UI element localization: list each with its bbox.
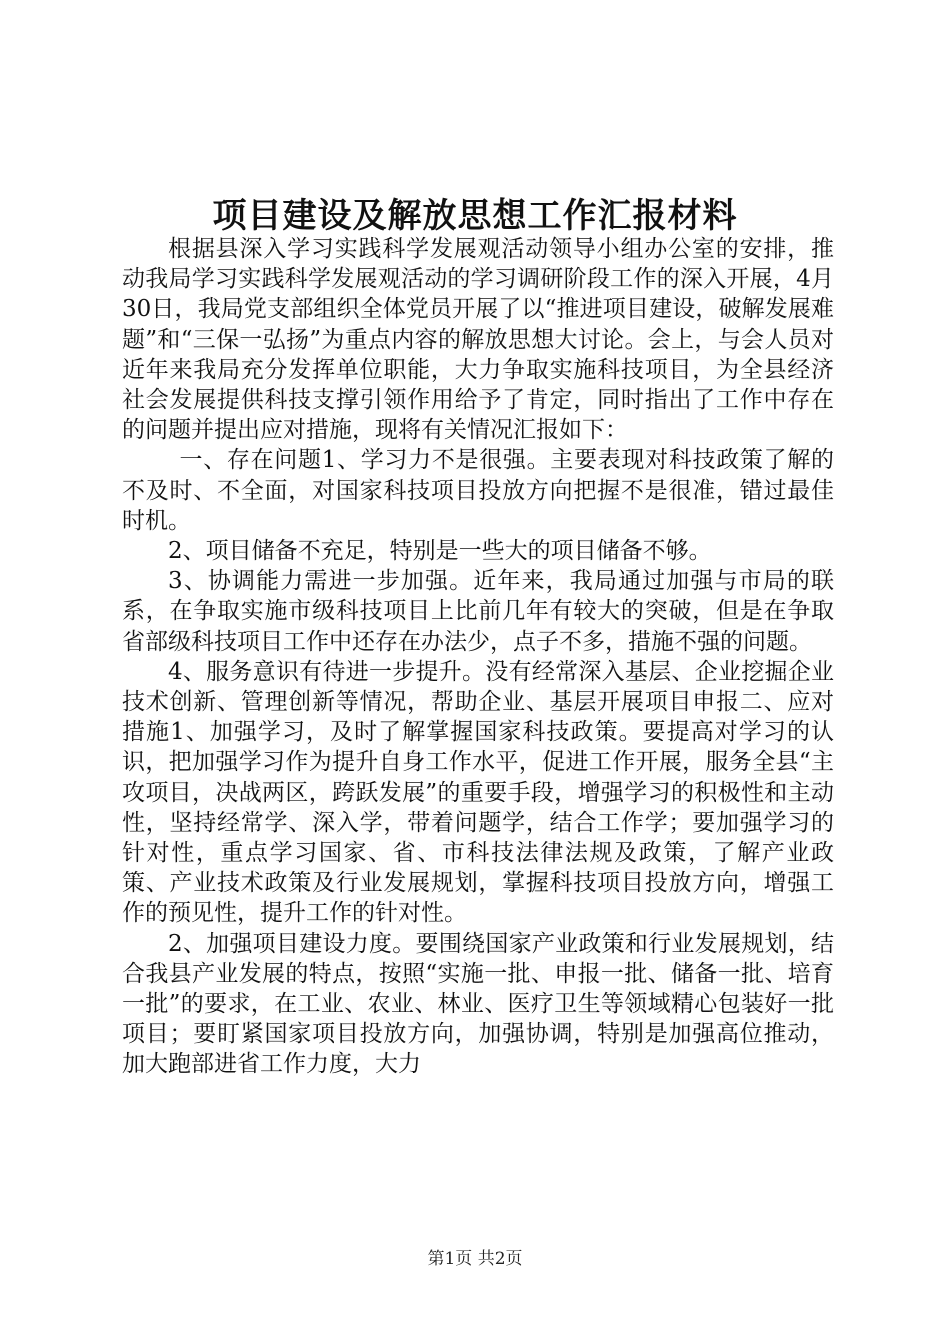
document-body bbox=[122, 234, 834, 1080]
paragraph-measure-2: 2、加强项目建设力度。要围绕国家产业政策和行业发展规划，结合我县产业发展的特点，按照“实施一批、申报一批、储备一批、培育一批”的要求，在工业、农业、林业、医疗卫生等领域精心包装好一批项目；要盯紧国家项目投放方向，加强协调，特别是加强高位推动，加大跑部进省工作力度，大力 bbox=[122, 930, 834, 1078]
paragraph-intro: 根据县深入学习实践科学发展观活动领导小组办公室的安排，推动我局学习实践科学发展观活动的学习调研阶段工作的深入开展，4月30日，我局党支部组织全体党员开展了以“推进项目建设，破解发展难题”和“三保一弘扬”为重点内容的解放思想大讨论。会上，与会人员对近年来我局充分发挥单位职能，大力争取实施科技项目，为全县经济社会发展提供科技支撑引领作用给予了肯定，同时指出了工作中存在的问题并提出应对措施，现将有关情况汇报如下： bbox=[122, 236, 834, 444]
page-number-footer: 第1页 共2页 bbox=[427, 1249, 523, 1269]
paragraph-problem-1: 一、存在问题1、学习力不是很强。主要表现对科技政策了解的不及时、不全面，对国家科技项目投放方向把握不是很准，错过最佳时机。 bbox=[122, 447, 834, 534]
paragraph-problem-2: 2、项目储备不充足，特别是一些大的项目储备不够。 bbox=[168, 538, 712, 565]
paragraph-problem-3: 3、协调能力需进一步加强。近年来，我局通过加强与市局的联系，在争取实施市级科技项目上比前几年有较大的突破，但是在争取省部级科技项目工作中还存在办法少，点子不多，措施不强的问题。 bbox=[122, 568, 834, 655]
document-title: 项目建设及解放思想工作汇报材料 bbox=[212, 196, 738, 236]
paragraph-problem-4: 4、服务意识有待进一步提升。没有经常深入基层、企业挖掘企业技术创新、管理创新等情况，帮助企业、基层开展项目申报二、应对措施1、加强学习，及时了解掌握国家科技政策。要提高对学习的认识，把加强学习作为提升自身工作水平，促进工作开展，服务全县“主攻项目，决战两区，跨跃发展”的重要手段，增强学习的积极性和主动性，坚持经常学、深入学，带着问题学，结合工作学；要加强学习的针对性，重点学习国家、省、市科技法律法规及政策，了解产业政策、产业技术政策及行业发展规划，掌握科技项目投放方向，增强工作的预见性，提升工作的针对性。 bbox=[122, 658, 834, 927]
